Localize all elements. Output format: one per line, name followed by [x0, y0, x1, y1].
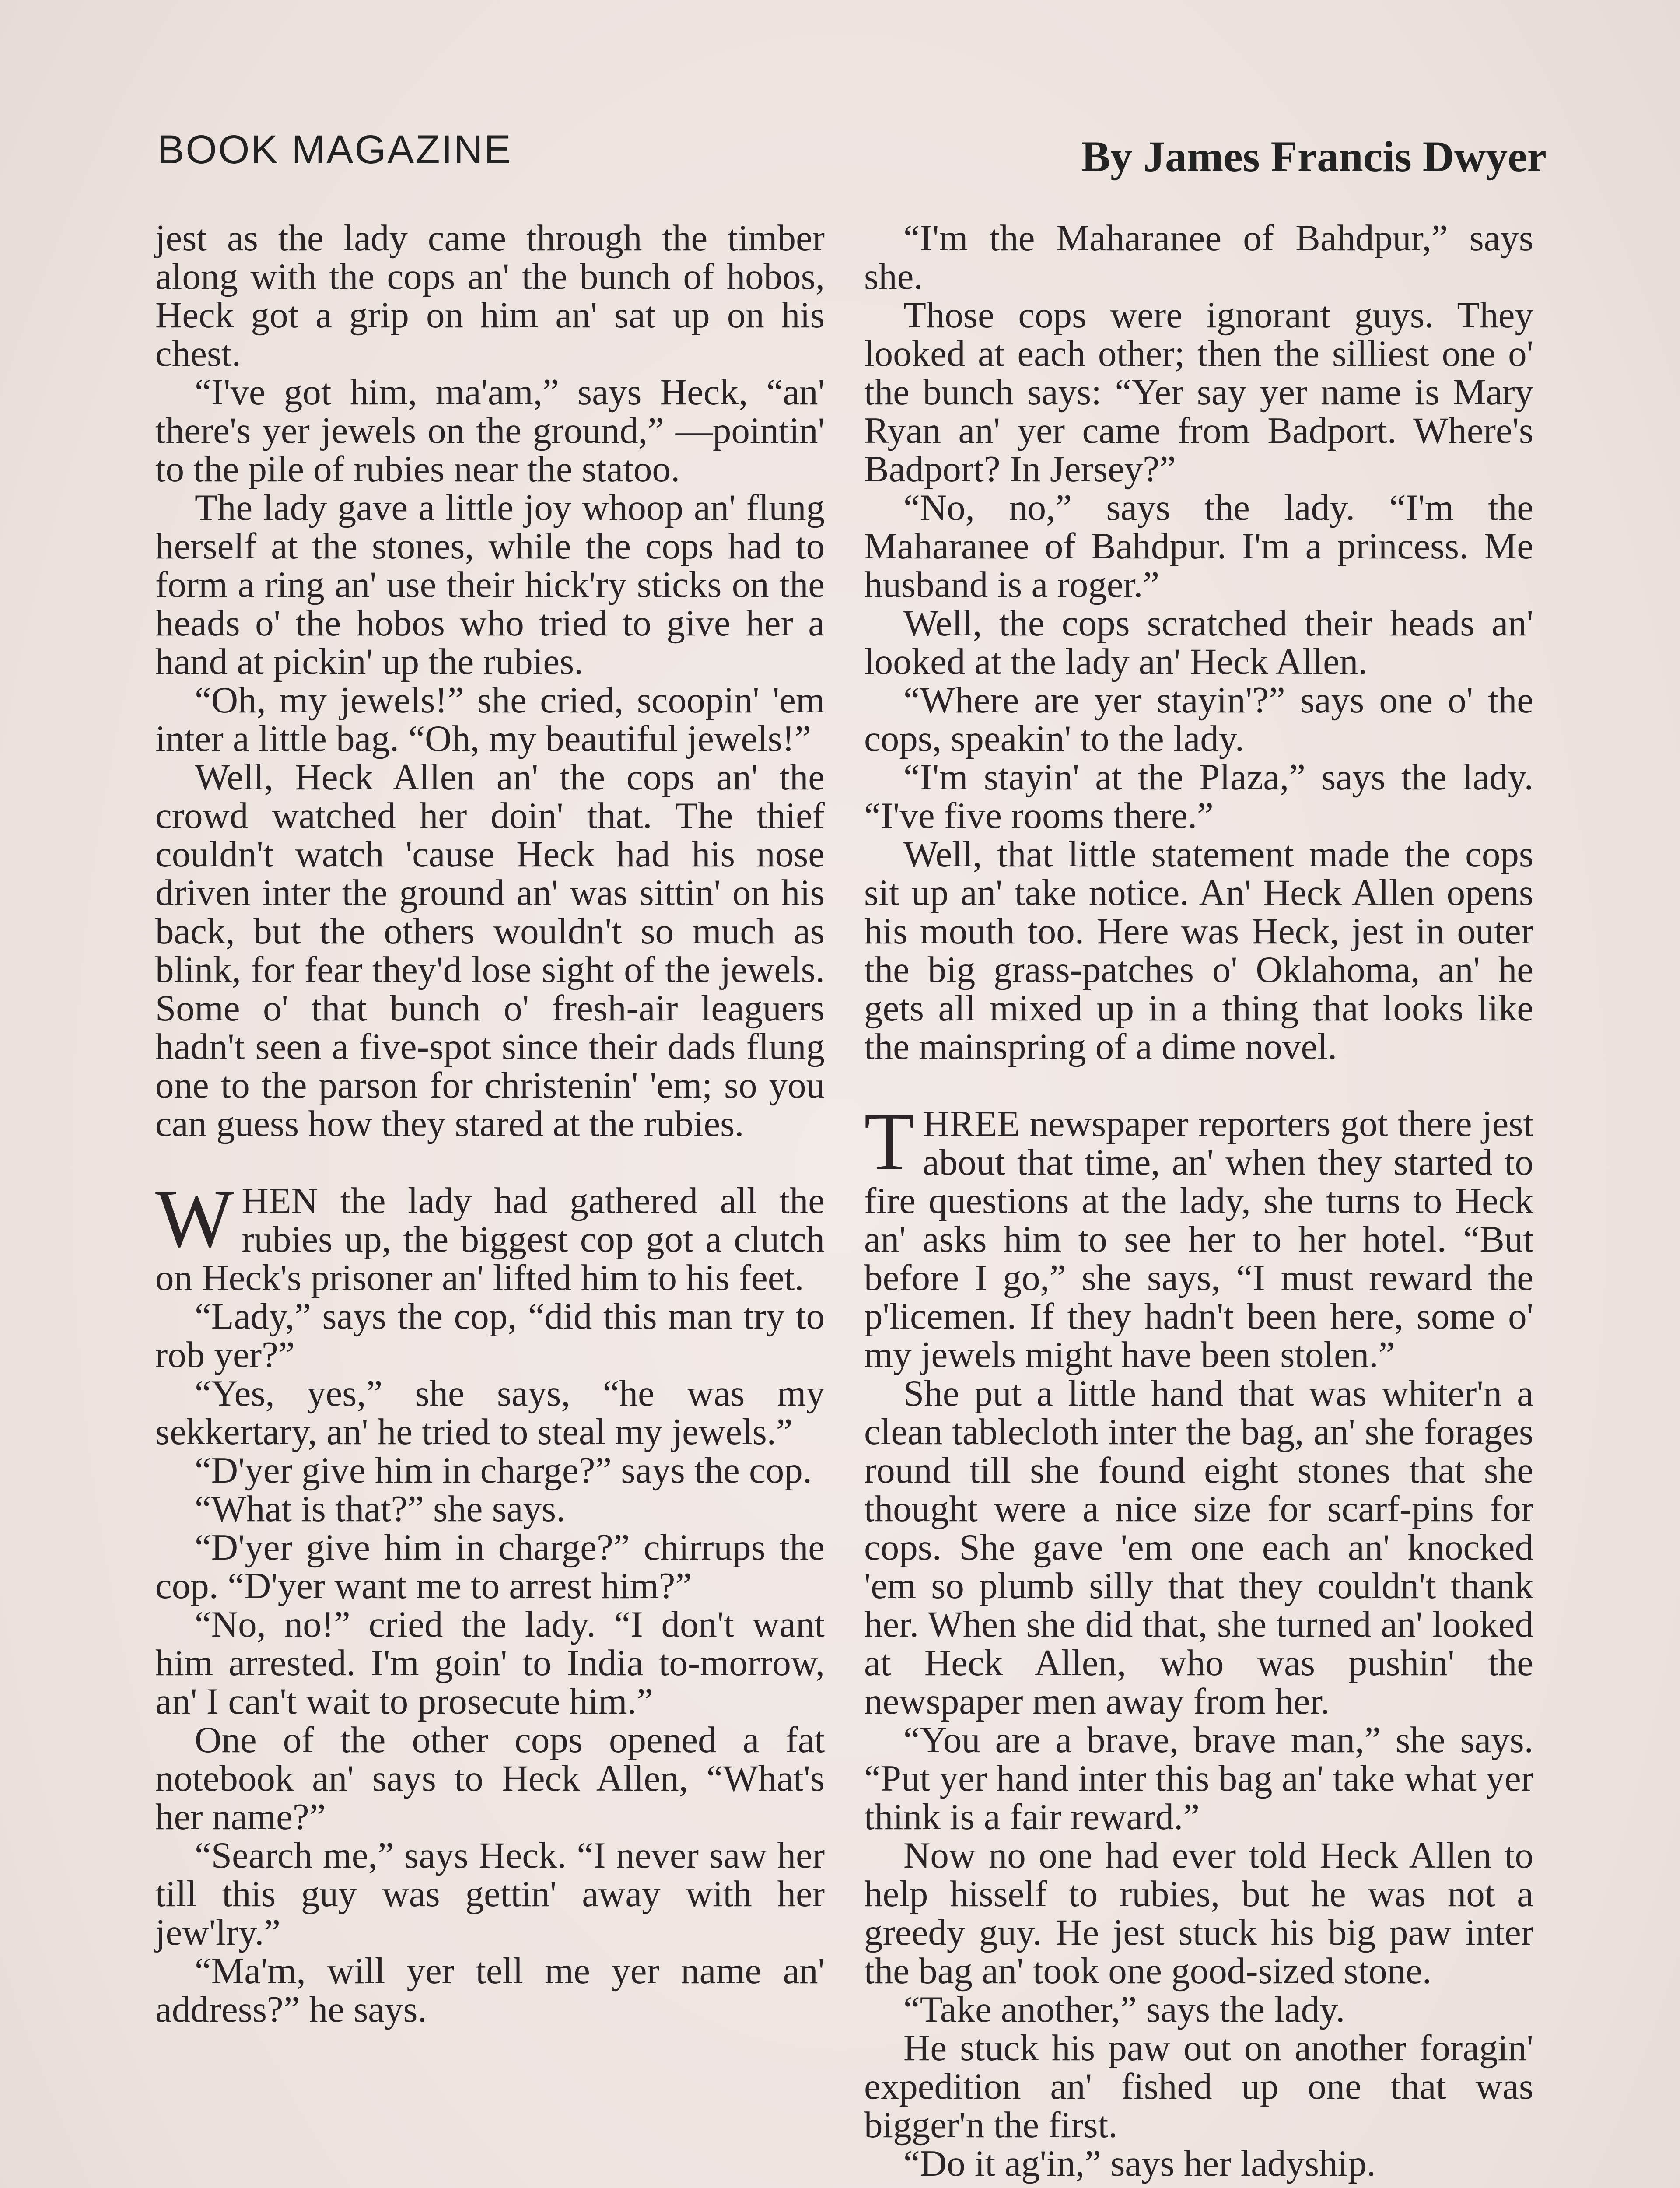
paragraph-text: jest as the lady came through the timber along with the cops an' the bunch of hobos, Heck got a grip on him an' sat up on his chest. [155, 217, 825, 374]
paragraph [864, 296, 1533, 488]
author-byline: By James Francis Dwyer [1081, 132, 1547, 181]
paragraph-text: HEN the lady had gathered all the rubies up, the biggest cop got a clutch on Heck's prisoner an' lifted him to his feet. [155, 1180, 825, 1298]
paragraph [155, 1836, 825, 1952]
paragraph-text: She put a little hand that was whiter'n a clean tablecloth inter the bag, an' she forages round till she found eight stones that she thought were a nice size for scarf-pins for cops. She gave 'em one each an' knocked 'em so plumb silly that they couldn't thank her. When she did that, she turned an' looked at Heck Allen, who was pushin' the newspaper men away from her. [864, 1373, 1533, 1722]
paragraph-text: “I've got him, ma'am,” says Heck, “an' there's yer jewels on the ground,” —pointin' to the pile of rubies near the statoo. [155, 372, 825, 490]
paragraph-text: “I'm the Maharanee of Bahdpur,” says she. [864, 217, 1533, 297]
paragraph [864, 604, 1533, 681]
paragraph [155, 1297, 825, 1374]
paragraph [864, 2144, 1533, 2183]
paragraph [864, 681, 1533, 758]
paragraph [155, 488, 825, 681]
paragraph-text: Now no one had ever told Heck Allen to help hisself to rubies, but he was not a greedy guy. He jest stuck his big paw inter the bag an' took one good-sized stone. [864, 1835, 1533, 1992]
paragraph [155, 681, 825, 758]
right-column [864, 219, 1533, 2183]
paragraph-text: “D'yer give him in charge?” says the cop. [195, 1450, 812, 1491]
paragraph-text: Those cops were ignorant guys. They looked at each other; then the silliest one o' the bunch says: “Yer say yer name is Mary Ryan an' yer came from Badport. Where's Badport? In Jersey?” [864, 295, 1533, 490]
paragraph [155, 219, 825, 373]
paragraph [155, 1952, 825, 2029]
paragraph-text: Well, the cops scratched their heads an' looked at the lady an' Heck Allen. [864, 603, 1533, 682]
paragraph-text: “Search me,” says Heck. “I never saw her till this guy was gettin' away with her jew'lry.” [155, 1835, 825, 1953]
paragraph-text: The lady gave a little joy whoop an' flung herself at the stones, while the cops had to form a ring an' use their hick'ry sticks on the heads o' the hobos who tried to give her a hand at pickin' up the rubies. [155, 487, 825, 682]
paragraph-text: Well, Heck Allen an' the cops an' the crowd watched her doin' that. The thief couldn't watch 'cause Heck had his nose driven inter the ground an' was sittin' on his back, but the others wouldn't so much as blink, for fear they'd lose sight of the jewels. Some o' that bunch o' fresh-air leaguers hadn't seen a five-spot since their dads flung one to the parson for christenin' 'em; so you can guess how they stared at the rubies. [155, 757, 825, 1144]
magazine-title: BOOK MAGAZINE [158, 127, 512, 172]
paragraph [155, 1528, 825, 1605]
paragraph [864, 219, 1533, 296]
paragraph-text: Well, that little statement made the cops sit up an' take notice. An' Heck Allen opens his mouth too. Here was Heck, jest in outer the big grass-patches o' Oklahoma, an' he gets all mixed up in a thing that looks like the mainspring of a dime novel. [864, 834, 1533, 1067]
paragraph [155, 1490, 825, 1528]
paragraph [155, 1173, 825, 1298]
paragraph [864, 1096, 1533, 1375]
section-gap [864, 1066, 1533, 1105]
paragraph [155, 373, 825, 488]
paragraph [864, 835, 1533, 1066]
paragraph [864, 1990, 1533, 2029]
paragraph-text: “No, no!” cried the lady. “I don't want him arrested. I'm goin' to India to-morrow, an' I can't wait to prosecute him.” [155, 1604, 825, 1722]
paragraph [864, 1836, 1533, 1990]
paragraph-text: HREE newspaper reporters got there jest about that time, an' when they started to fire questions at the lady, she turns to Heck an' asks him to see her to her hotel. “But before I go,” she says, “I must reward the p'licemen. If they hadn't been here, some o' my jewels might have been stolen.” [864, 1103, 1533, 1375]
right-column-body [864, 219, 1533, 1066]
drop-cap: W [155, 1173, 234, 1265]
paragraph [155, 758, 825, 1143]
paragraph-text: “Take another,” says the lady. [903, 1989, 1345, 2030]
left-column-section [155, 1173, 825, 2030]
paragraph [864, 1374, 1533, 1721]
paragraph-text: One of the other cops opened a fat notebook an' says to Heck Allen, “What's her name?” [155, 1719, 825, 1837]
section-gap [155, 1143, 825, 1182]
paragraph-text: “Lady,” says the cop, “did this man try to rob yer?” [155, 1296, 825, 1375]
drop-cap: T [864, 1096, 915, 1188]
paragraph-text: “Oh, my jewels!” she cried, scoopin' 'em inter a little bag. “Oh, my beautiful jewels!” [155, 680, 825, 759]
paragraph-text: “Yes, yes,” she says, “he was my sekkertary, an' he tried to steal my jewels.” [155, 1373, 825, 1452]
paragraph-text: He stuck his paw out on another foragin' expedition an' fished up one that was bigger'n the first. [864, 2027, 1533, 2146]
paragraph [155, 1451, 825, 1490]
paragraph [864, 1721, 1533, 1836]
paragraph-text: “Ma'm, will yer tell me yer name an' address?” he says. [155, 1950, 825, 2030]
paragraph-text: “I'm stayin' at the Plaza,” says the lady. “I've five rooms there.” [864, 757, 1533, 836]
paragraph-text: “Where are yer stayin'?” says one o' the cops, speakin' to the lady. [864, 680, 1533, 759]
left-column [155, 219, 825, 2029]
paragraph-text: “No, no,” says the lady. “I'm the Maharanee of Bahdpur. I'm a princess. Me husband is a roger.” [864, 487, 1533, 605]
paragraph [155, 1721, 825, 1836]
right-column-section [864, 1096, 1533, 2184]
paragraph-text: “What is that?” she says. [195, 1488, 566, 1529]
paragraph [155, 1605, 825, 1721]
paragraph-text: “You are a brave, brave man,” she says. “Put yer hand inter this bag an' take what yer think is a fair reward.” [864, 1719, 1533, 1837]
left-column-body [155, 219, 825, 1143]
paragraph [155, 1374, 825, 1451]
paragraph [864, 488, 1533, 604]
paragraph [864, 2029, 1533, 2144]
paragraph [864, 758, 1533, 835]
paragraph-text: “D'yer give him in charge?” chirrups the cop. “D'yer want me to arrest him?” [155, 1527, 825, 1606]
paragraph-text: “Do it ag'in,” says her ladyship. [903, 2143, 1376, 2184]
